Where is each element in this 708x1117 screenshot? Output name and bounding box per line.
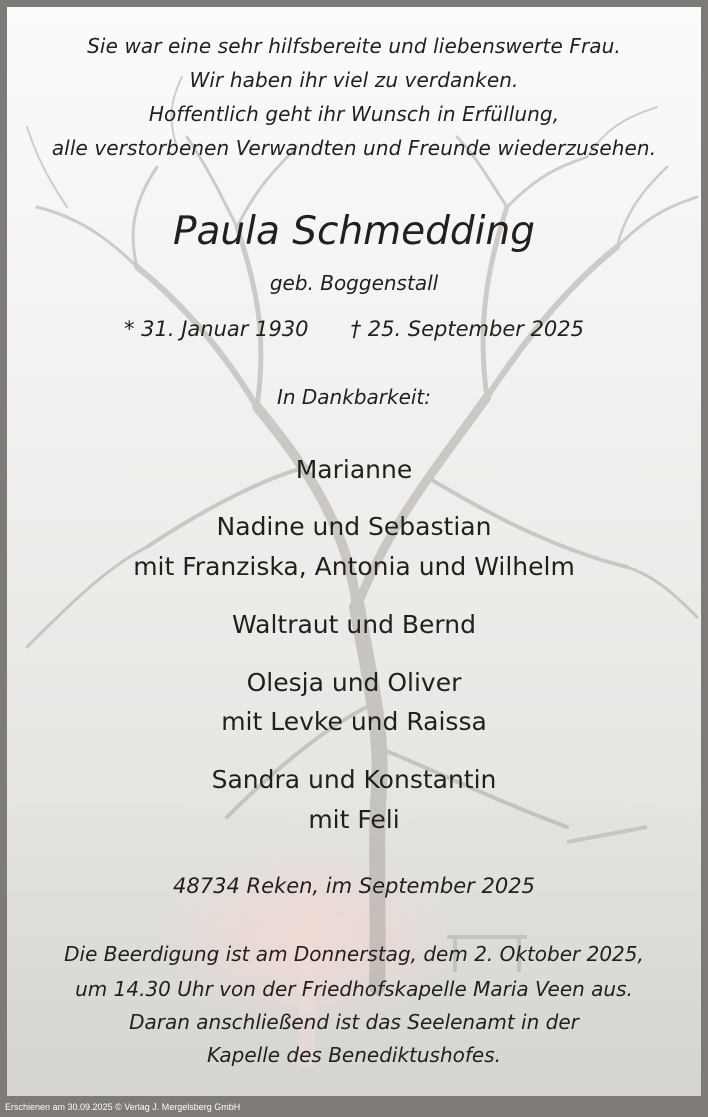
- gratitude-heading: In Dankbarkeit:: [276, 385, 432, 409]
- funeral-info-line: Die Beerdigung ist am Donnerstag, dem 2. Oktober 2025,: [64, 942, 644, 966]
- life-dates: [7, 317, 701, 341]
- family-line: Waltraut und Bernd: [232, 610, 476, 639]
- publication-footer: Erschienen am 30.09.2025 © Verlag J. Mergelsberg GmbH: [5, 1102, 241, 1112]
- family-line: Olesja und Oliver: [246, 668, 462, 697]
- obituary-text: [7, 7, 701, 1096]
- obituary-card: [7, 7, 701, 1096]
- quote-line: Hoffentlich geht ihr Wunsch in Erfüllung,: [148, 102, 560, 126]
- quote-line: alle verstorbenen Verwandten und Freunde wiederzusehen.: [51, 136, 657, 160]
- family-line: Sandra und Konstantin: [211, 765, 497, 794]
- birth-name: geb. Boggenstall: [269, 271, 439, 295]
- family-line: mit Feli: [308, 805, 400, 834]
- family-line: mit Franziska, Antonia und Wilhelm: [133, 552, 575, 581]
- funeral-info-line: Daran anschließend ist das Seelenamt in der: [129, 1010, 579, 1034]
- deceased-name: Paula Schmedding: [173, 209, 535, 254]
- family-line: Nadine und Sebastian: [216, 512, 492, 541]
- quote-line: Sie war eine sehr hilfsbereite und liebenswerte Frau.: [87, 34, 621, 58]
- birth-date: * 31. Januar 1930: [123, 317, 309, 341]
- quote-line: Wir haben ihr viel zu verdanken.: [189, 68, 519, 92]
- funeral-info-line: Kapelle des Benediktushofes.: [206, 1043, 502, 1067]
- family-line: Marianne: [295, 455, 413, 484]
- family-line: mit Levke und Raissa: [221, 707, 487, 736]
- place-and-date: 48734 Reken, im September 2025: [173, 874, 535, 898]
- funeral-info-line: um 14.30 Uhr von der Friedhofskapelle Maria Veen aus.: [75, 977, 633, 1001]
- death-date: † 25. September 2025: [350, 317, 584, 341]
